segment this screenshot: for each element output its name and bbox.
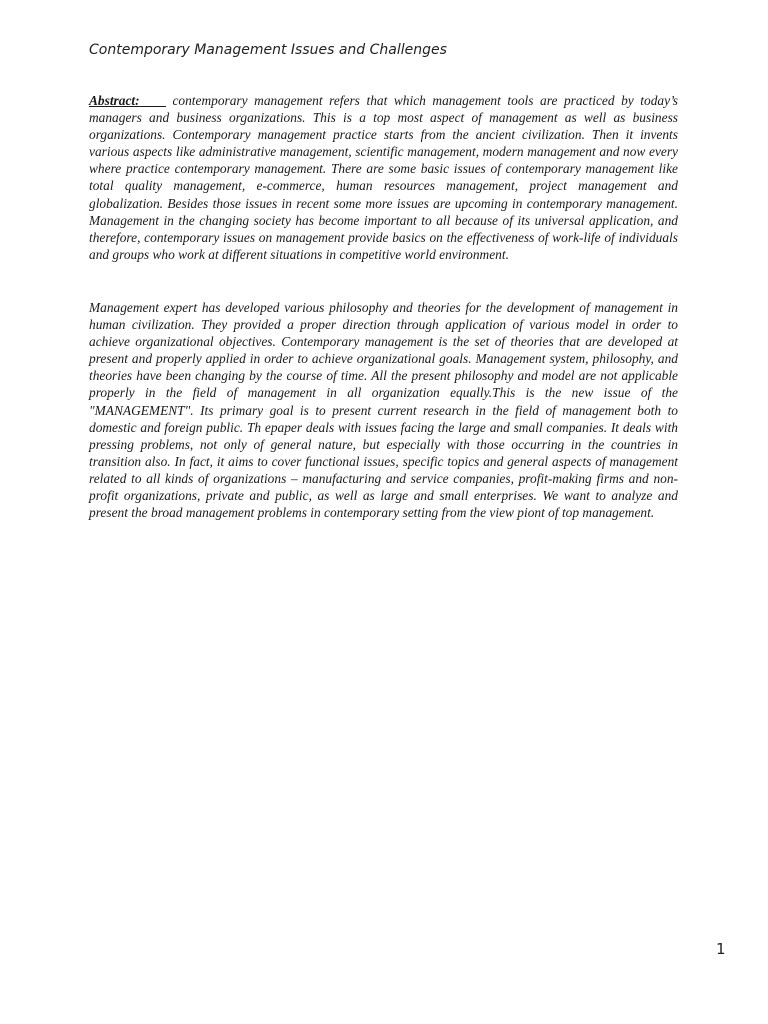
abstract-paragraph xyxy=(89,92,678,263)
page-number: 1 xyxy=(716,940,726,958)
abstract-label: Abstract: xyxy=(89,93,140,108)
abstract-underline-gap xyxy=(140,93,166,108)
abstract-text: contemporary management refers that which management tools are practiced by today’s managers and business organizations. This is a top most aspect of management as well as business organizations. Contemporary management practice starts from the ancient civilization. Then it invents various aspects like administrative management, scientific management, modern management and now every where practice contemporary management. There are some basic issues of contemporary management like total quality management, e-commerce, human resources management, project management and globalization. Besides those issues in recent some more issues are upcoming in contemporary management. Management in the changing society has become important to all because of its universal application, and therefore, contemporary issues on management provide basics on the effectiveness of work-life of individuals and groups who work at different situations in competitive world environment. xyxy=(89,93,678,262)
page-header: Contemporary Management Issues and Challenges xyxy=(89,42,447,58)
body-paragraph: Management expert has developed various philosophy and theories for the development of management in human civilization. They provided a proper direction through application of various model in order to achieve organizational objectives. Contemporary management is the set of theories that are developed at present and properly applied in order to achieve organizational goals. Management system, philosophy, and theories have been changing by the course of time. All the present philosophy and model are not applicable properly in the field of management in all organization equally.This is the new issue of the "MANAGEMENT". Its primary goal is to present current research in the field of management both to domestic and foreign public. Th epaper deals with issues facing the large and small companies. It deals with pressing problems, not only of general nature, but especially with those occurring in the countries in transition also. In fact, it aims to cover functional issues, specific topics and general aspects of management related to all kinds of organizations – manufacturing and service companies, profit-making firms and non-profit organizations, private and public, as well as large and small enterprises. We want to analyze and present the broad management problems in contemporary setting from the view piont of top management. xyxy=(89,300,678,521)
